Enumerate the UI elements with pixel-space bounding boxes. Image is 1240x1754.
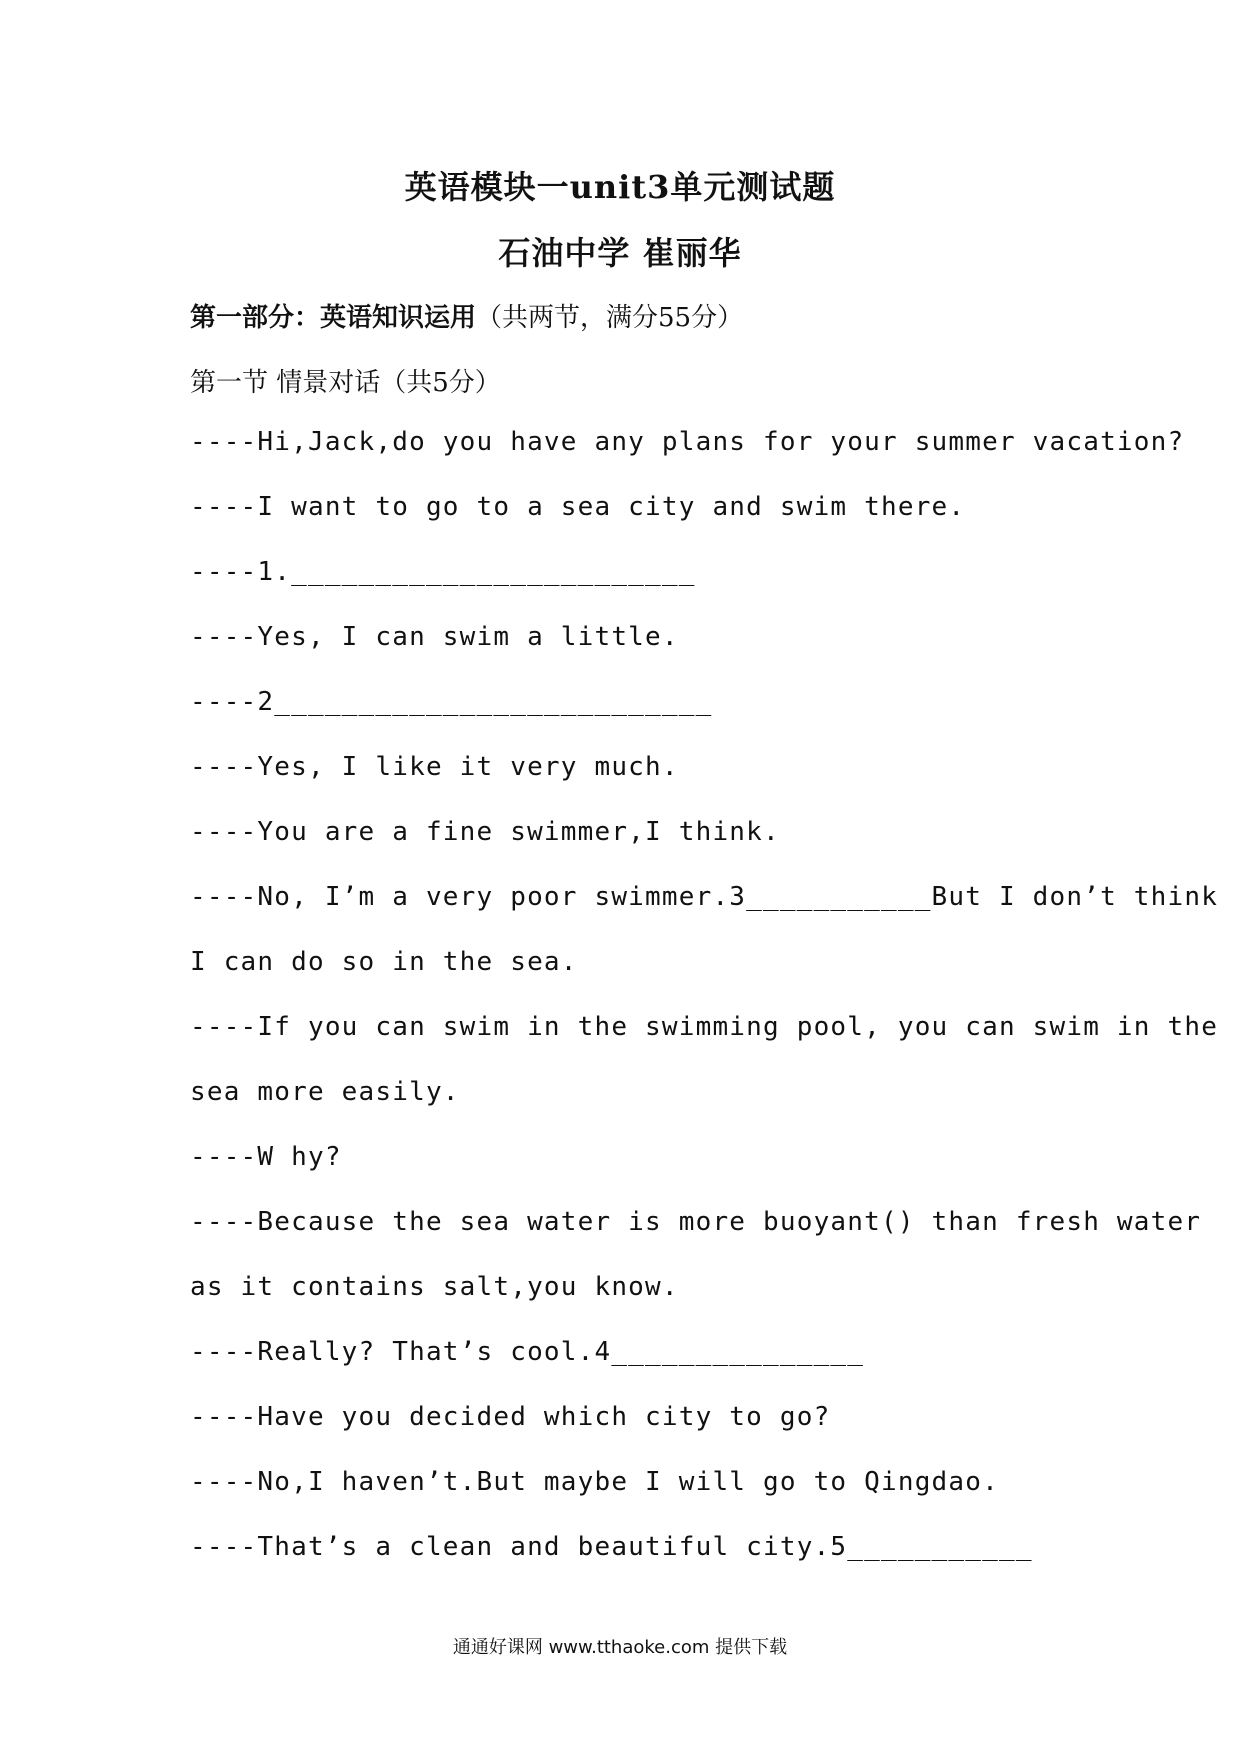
part-heading: [190, 297, 743, 334]
dialogue-blank-line: ----1.________________________: [190, 557, 696, 587]
dialogue-blank-line: ----Really? That’s cool.4_______________: [190, 1337, 865, 1367]
dialogue-line: ----You are a fine swimmer,I think.: [190, 817, 780, 847]
dialogue-blank-line: ----2__________________________: [190, 687, 713, 717]
dialogue-line: I can do so in the sea.: [190, 947, 578, 977]
dialogue-line: as it contains salt,you know.: [190, 1272, 679, 1302]
dialogue-line: ----I want to go to a sea city and swim there.: [190, 492, 966, 522]
dialogue-line: sea more easily.: [190, 1077, 460, 1107]
dialogue-blank-line: ----That’s a clean and beautiful city.5___________: [190, 1532, 1033, 1562]
part-heading-bold: 第一部分：英语知识运用: [190, 303, 477, 333]
dialogue-blank-line: ----No, I’m a very poor swimmer.3___________But I don’t think: [190, 882, 1219, 912]
dialogue-line: ----Yes, I can swim a little.: [190, 622, 679, 652]
dialogue-line: ----If you can swim in the swimming pool, you can swim in the: [190, 1012, 1219, 1042]
document-title: 英语模块一unit3单元测试题: [404, 168, 836, 206]
part-heading-rest: （共两节，满分55分）: [476, 303, 744, 333]
dialogue-line: ----No,I haven’t.But maybe I will go to Qingdao.: [190, 1467, 999, 1497]
dialogue-line: ----Hi,Jack,do you have any plans for your summer vacation?: [190, 427, 1185, 457]
dialogue-line: ----Yes, I like it very much.: [190, 752, 679, 782]
author-line: 石油中学 崔丽华: [498, 234, 742, 272]
section-heading: 第一节 情景对话（共5分）: [190, 368, 501, 398]
page-footer: 通通好课网 www.tthaoke.com 提供下载: [452, 1637, 788, 1658]
dialogue-line: ----Have you decided which city to go?: [190, 1402, 831, 1432]
dialogue-line: ----W hy?: [190, 1142, 342, 1172]
dialogue-line: ----Because the sea water is more buoyant() than fresh water: [190, 1207, 1202, 1237]
